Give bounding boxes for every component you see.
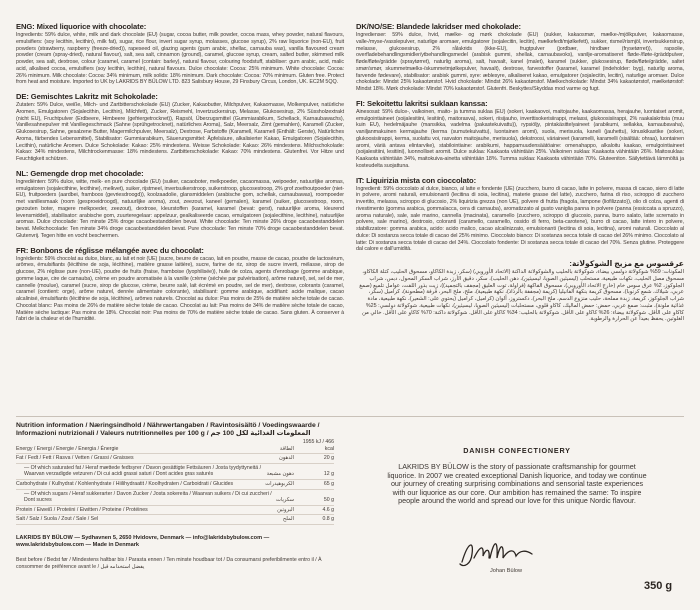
nutrition-label-arabic: البروتين <box>277 506 294 513</box>
nutrition-row <box>16 438 334 454</box>
nutrition-label: Energy / Energi / Energie / Energia / Énergie <box>16 445 119 452</box>
nutrition-row <box>16 480 334 490</box>
ingredients-right-column <box>356 22 684 329</box>
nutrition-value: 1955 kJ / 466 kcal <box>302 439 334 452</box>
nutrition-label-arabic: دهون مشبعة <box>266 471 294 478</box>
nutrition-label: — Of which sugars / Heraf sukkerarter / Davon Zucker / Josta sokereita / Waarvan suikers / Di cui zuccheri / Dont sucres <box>24 490 272 504</box>
nutrition-rows <box>16 438 334 525</box>
ingredients-heading: FR: Bonbons de réglisse mélangée avec du chocolat: <box>16 245 204 255</box>
nutrition-value: 20 g <box>323 455 334 462</box>
ingredients-heading: FI: Sekoitettu lakritsi suklaan kanssa: <box>356 98 488 108</box>
nutrition-label: Protein / Eiweiß / Proteiini / Eiwitten / Proteine / Protéines <box>16 506 148 513</box>
nutrition-label: Salt / Salz / Suola / Zout / Sale / Sel <box>16 516 99 523</box>
story-text: LAKRIDS BY BÜLOW is the story of passionate craftsmanship for gourmet liquorice. In 2007 we created exceptional Danish liquorice, and today we continue our journey of creating surprising combinations and sensorial taste experiences with our liquorice as our core. Our ambition has remained the same: To inspire people around the world and spread our love for this unique Nordic flavour. <box>387 462 647 506</box>
ingredients-heading: NL: Gemengde drop met chocolade: <box>16 168 144 178</box>
nutrition-table <box>16 422 334 570</box>
nutrition-label: Fat / Fedt / Fett / Rasva / Vetten / Grassi / Graisses <box>16 455 134 462</box>
best-before: Best before / Bedst før / Mindestens haltbar bis / Parasta ennen / Ten minste houdbaar tot / Da consumarsi preferibilmente entro il / À consommer de préférence avant le / يفضل استخدامه قبل <box>16 556 322 570</box>
ingredients-nl <box>16 169 344 240</box>
ingredients-heading: ENG: Mixed liquorice with chocolate: <box>16 22 147 31</box>
ingredients-text: Ingredienser: 59% dulce, hvid, mælke- og mørk chokolade (EU) (sukker, kakaosmør, mælke-/mjölkpulver, kakaomasse, valle-/myse-/vasslepulver, naturlige aromaer, emulgatorer (sojalecitin, lecitin), mælkefedt/mjølkefett), sukker, rismel/rismjöl, invertsukkersirup, melasse, glukosesirup, 2% rålakrids (ikke-EU), frugtpulver (jordbær, hindbær (frysetørret)), rapsolie, overfladebehandlingsmidler/ytbehandlingsmedel (arabisk gummi, shellak, carnaubavoks), vanilje-aromatiseret fløde-/fløte-/gräddpulver, fløde/fløte/grädde (spraytørret), naturlig aroma), salt, havsalt, kanel (malet), karamel (sukker, glukosesirup, fløde/fløte/grädde, saltet smør/smør, skummetmælks-/skummetmjølkepulver, havsalt), dextrose, farvestoffer (karamel, karamel (indeholder: byg), naturlig aroma, farvende fødevare), stabilisator: arabisk gummi, syre: æblesyre, alkaliseret kakao, emulgatorer (sojalecitin, lecitin), naturlige aromaer. Dulce chokolade: Mindst 25% kakaotørstof. Hvid chokolade: Mindst 26% kakaotørstof. Mælkechokolade: Mindst 34% kakaotørstof, mælketørstof: Mindst 18%. Mørk chokolade: Mindst 70% kakaotørstof. Glutenfri. Beskyttes/Skyddas mod varme og fugt. <box>356 32 684 92</box>
ingredients-left-column <box>16 22 344 329</box>
ingredients-ar <box>356 259 684 323</box>
ingredients-fi <box>356 99 684 170</box>
ingredients-heading: IT: Liquirizia mista con cioccolato: <box>356 175 477 185</box>
nutrition-row <box>16 464 334 480</box>
nutrition-value: 12 g <box>323 471 334 478</box>
ingredients-it <box>356 176 684 254</box>
net-weight: 350 g <box>644 580 673 592</box>
ingredients-text: Ingredienti: 59% cioccolato al dulce, bianco, al latte e fondente (UE) (zucchero, burro di cacao, latte in polvere, massa di cacao, siero di latte in polvere, aromi naturali, emulsionanti (lecitina di soia, lecitina), materie grasse del latte), zucchero, farina di riso, sciroppo di zucchero invertito, melassa, sciroppo di glucosio, 2% liquirizia grezza (non UE), polvere di frutta (fragola, lampone (liofilizzato)), olio di colza, agenti di rivestimento (gomma arabica, gommalacca, cera di carnauba), aromatizzato al gusto vaniglia panna in polvere (panna (essiccata a spruzzo), aroma naturale), sale, sale marino, cannella (macinata), caramello (zucchero, sciroppo di glucosio, panna, burro salato, latte scremato in polvere, sale marino), destrosio, coloranti (caramello, caramello, ossido di ferro, beta-carotene), burro di cacao, latte intero in polvere, stabilizzatore: gomma arabica, acido: acido malico, cacao alcalinizzato, emulsionanti (lecitina di soia, lecitina), aromi naturali. Cioccolato al dulce: Di sostanza secca totale di cacao del 25% minimo. Cioccolato bianco: Di sostanza secca totale di cacao del 26% minimo. Cioccolato al latte: Di sostanza secca totale di cacao del 34%. Cioccolato fondente: Di sostanza secca totale di cacao del 70%. Senza glutine. Proteggere dal calore e dall'umidità. <box>356 185 684 253</box>
ingredients-text: Ainesosat: 59% dulce-, valkoinen, maito- ja tumma suklaa (EU) (sokeri, kaakaovoi, maitojauhe, kaakaomassa, herajauhe, luontaiset aromit, emulgointiaineet (soijalesitiini, lesitiini), maitorasva), sokeri, riisijauho, inverttisokerisiirappi, melassi, glukoosisiirappi, 2% raakalakritsia (muu kuin EU), hedelmäjauhe (mansikka, vadelma (pakastekuivattu)), rypsiöljy, pintakäsittelyaineet (arabikumi, sellakka, karnaubavaha), vaniljanmakuinen kermajauhe (kerma (sumutekuivattu), luontainen aromi), suola, merisuola, kaneli (jauhettu), kinuskikastike (sokeri, glukoosisiirappi, kerma, suolattu voi, rasvaton maitojauhe, merisuola), dekstroosi, väriaineet (karamelli, karamelli (sisältää: ohraa), luontainen aromi, väriä antava elintarvike), stabilointiaine: arabikumi, happamuudensäätöaine: omenahappo, alkaloitu kaakao, emulgointiaineet (soijalesitiini, lesitiini), luonnolliset aromit. Dulce suklaa: Kaakaota vähintään 25%. Valkoinen suklaa: Kaakaota vähintään 26%. Maitosuklaa: Kaakaota vähintään 34%, maitokuiva-ainetta vähintään 18%. Tumma suklaa: Kaakaota vähintään 70%. Gluteeniton. Säilytettävä lämmöltä ja kosteudelta suojattuna. <box>356 108 684 169</box>
nutrition-label: — Of which saturated fat / Heraf mættede fedtsyrer / Davon gesättigte Fettsäuren / Josta tyydyttyneitä / Waarvan verzadigde vetzuren / Di cui acidi grassi saturi / Dont acides gras saturés <box>24 464 262 478</box>
signature-name: Johan Bülow <box>490 568 523 574</box>
nutrition-label-arabic: الطاقة <box>279 445 294 452</box>
ingredients-text: Ingrediënten: 59% dulce, witte, melk- en pure chocolade (EU) (suiker, cacaoboter, melkpoeder, cacaomassa, weipoeder, natuurlijke aromas, emulgatoren (sojalecithine, lecithine), melkvet), suiker, rijstmeel, invertsuikerstroop, suikerstroop, glucosestroop, 2% grof zoethoutpoeder (niet-EU), fruitpoeders (aardbei, framboos (gevriesdroogd)), koolzaadolie, glansmiddelen (arabische gom, schellak, carnaubawas), roompoeder met vanillesmaak (room (gesproeidroogd), natuurlijke aroma), zout, zeezout, kaneel (gemalen), karamel (suiker, glucosestroop, room, gezouten boter, magere melkpoeder, zeezout), dextrose, kleurstoffen (karamel, karamel (bevat: gerst), natuurlijke aroma, kleurend levensmiddel), stabilisator: arabische gom, zuurteregelaar: appelzuur, gealkaliseerde cacao, emulgatoren (sojalecithine, lecithine), natuurlijke aromas. Dulce chocolade: Ten minste 25% droge cacaobestanddelen bevat. White chocolade: Ten minste 26% droge cacaobestanddelen bevat. Melkchocolade: Ten minste 34% droge cacaobestanddelen bevat. Pure chocolade: Ten minste 70% droge cacaobestanddelen bevat. Glutenvrij. Tegen hitte en vocht beschermen. <box>16 178 345 239</box>
nutrition-value: 65 g <box>323 480 334 487</box>
ingredients-fr <box>16 246 344 324</box>
nutrition-label-arabic: الملح <box>282 516 294 523</box>
nutrition-row <box>16 454 334 464</box>
nutrition-value: 0.8 g <box>322 516 334 523</box>
ingredients-eng <box>16 22 344 86</box>
nutrition-title: Nutrition information / Næringsindhold / Nährwertangaben / Ravintosisältö / Voedingswaarde / Informazioni nutrizionali / Valeurs nutritionnelles per 100 g / المعلومات الغذائية لكل 100 جم <box>16 422 320 437</box>
section-divider <box>16 416 684 417</box>
ingredients-text: المكونات: 59% شوكولاتة دولسي بيضاء، شوكولاتة بالحليب والشوكولاتة الداكنة (الاتحاد الأوروبي) (سكر، زبدة الكاكاو، مسحوق الحليب، كتلة الكاكاو، مسحوق مصل الحليب، نكهات طبيعية، مستحلب (ليسيثين الصويا، ليسيثين)، دهن الحليب)، سكر، دقيق الأرز، شراب السكر المحول، دبس، شراب الجلوكوز، 2% عرق سوس خام (خارج الاتحاد الأوروبي)، مسحوق الفاكهة (فراولة، توت العليق (مجفف بالتجميد))، زيت بذور اللفت، عوامل تلميع (صمغ عربي، شيلاك، شمع كرنوبا)، مسحوق كريمة بنكهة الفانيليا (كريمة (مجففة بالرذاذ)، نكهة طبيعية)، ملح، ملح البحر، قرفة (مطحونة)، كراميل (سكر، شراب الجلوكوز، كريمة، زبدة مملحة، حليب منزوع الدسم، ملح البحر)، دكستروز، ألوان (كراميل، كراميل (يحتوي على: الشعير)، نكهة طبيعية، مادة غذائية ملونة)، مثبت: صمغ عربي، حمض: حمض الماليك، كاكاو قلوي، مستحلبات (ليسيثين الصويا، ليسيثين)، نكهات طبيعية. شوكولاتة دولسي: 25% كاكاو على الأقل. شوكولاتة بيضاء: 26% كاكاو على الأقل. شوكولاتة بالحليب: 34% كاكاو على الأقل. شوكولاتة داكنة: 70% كاكاو على الأقل. خالي من الغلوتين. يحفظ بعيدا عن الحرارة والرطوبة. <box>359 269 684 323</box>
nutrition-label-arabic: سكريات <box>276 497 294 504</box>
nutrition-row <box>16 506 334 516</box>
story-title: DANISH CONFECTIONERY <box>463 446 571 455</box>
nutrition-label-arabic: الدهون <box>279 455 294 462</box>
manufacturer-info: LAKRIDS BY BÜLOW — Sydhavnen 5, 2650 Hvidovre, Denmark — info@lakridsbybulow.com — www.lakridsbybulow.com — Made in Denmark <box>16 534 270 548</box>
ingredients-de <box>16 92 344 163</box>
brand-story <box>384 446 650 506</box>
ingredients-heading: عرقسوس مع مزيج الشوكولاتة: <box>569 259 684 268</box>
nutrition-value: 50 g <box>323 497 334 504</box>
ingredients-heading: DE: Gemischtes Lakritz mit Schokolade: <box>16 92 158 101</box>
ingredients-dk-no-se <box>356 22 684 93</box>
ingredients-text: Ingrédients: 59% chocolat au dulce, blanc, au lait et noir (UE) (sucre, beurre de cacao, lait en poudre, masse de cacao, poudre de lactosérum, arômes, émulsifiants (lécithine de soja, lécithine), matière grasse laitière), sucre, farine de riz, sirop de sucre inverti, mélasse, sirop de glucose, 2% réglisse pure (non-UE), poudre de fruits (fraise, framboise (lyophilisée)), huile de colza, agents d'enrobage (gomme arabique, gomme laque, cire de carnauba), crème en poudre aromatisée à la vanille (crème (séchée par pulvérisation), arôme naturel), sel, sel de mer, cannelle (moulue), caramel (sucre, sirop de glucose, crème, beurre salé, lait écrémé en poudre, sel de mer), dextrose, colorants (caramel, caramel (contient: orge), arôme naturel, denrée alimentaire colorante), stabilisant: gomme arabique, acidifiant: acide malique, cacao alcalinisé, émulsifiants (lécithine de soja, lécithine), arômes naturels. Chocolat au dulce: Pas moins de 25% de matière sèche totale de cacao. Chocolat blanc: Pas moins de 26% de matière sèche totale de cacao. Chocolat au lait: Pas moins de 34% de matière sèche totale de cacao, Matière sèche lactique: Pas moins de 18%. Chocolat noir: Pas moins de 70% de matière sèche totale de cacao. Sans gluten. À conserver à l'abri de la chaleur et de l'humidité. <box>16 255 344 323</box>
nutrition-row <box>16 515 334 525</box>
nutrition-row <box>16 490 334 506</box>
signature-icon <box>456 536 536 570</box>
ingredients-heading: DK/NO/SE: Blandede lakridser med chokolade: <box>356 22 521 31</box>
nutrition-value: 4.6 g <box>322 506 334 513</box>
nutrition-label-arabic: الكربوهيدرات <box>265 480 294 487</box>
ingredients-text: Ingredients: 59% dulce, white, milk and dark chocolate (EU) (sugar, cocoa butter, milk powder, cocoa mass, whey powder, natural flavours, emulsifiers: (soy lecithin, lecithin), milk fat), sugar, rice flour, invert sugar syrup, molasses, glucose syrup), 2% raw liquorice (non-EU), fruit powders (strawberry, raspberry (freeze-dried)), rapeseed oil, glazing agents (gum arabic, shellac, carnauba wax), vanilla flavoured cream powder (cream (spray-dried), natural flavour), salt, sea salt, cinnamon (ground), caramel, glucose syrup, cream, salted butter, skimmed milk powder, sea salt, dextrose, colour (caramel, caramel (contain: barley), natural flavour, colouring foodstuff, stabiliser: gum arabic, acid, malic acid, alkalised cocoa, emulsifiers (soy lecithin, lecithin), natural flavours. Dulce chocolate: Cocoa: 25% minimum. White chocolate: Cocoa: 26% minimum. Milk chocolate: Cocoa: 34% minimum, milk solids: 18% minimum. Dark chocolate: Cocoa: 70% minimum. Gluten free. Protect from heat and moisture. Imported to UK by LAKRIDS BY BÜLOW LTD. 823 Salisbury House, 29 Finsbury Circus, London, UK. EC2M 5QQ. <box>16 32 344 86</box>
nutrition-label: Carbohydrate / Kulhydrat / Kohlenhydrate / Hiilihydraatit / Koolhydraten / Carboidrati / Glucides <box>16 480 234 487</box>
ingredients-text: Zutaten: 59% Dulce, weiße, Milch- und Zartbitterschokolade (EU) (Zucker, Kakaobutter, Milchpulver, Kakaomasse, Molkenpulver, natürliche Aromen, Emulgatoren (Sojalecithin, Lecithin), Milchfett), Zucker, Reismehl, Invertzuckersirup, Melasse, Glukosesirup, 2% Süssholzextrakt (nicht EU), Fruchtpulver (Erdbeere, Himbeere (gefriergetrocknet)), Rapsöl, Überzugsmittel (Gummiarabikum, Schellack, Karnaubawachs), Vanillesahnepulver mit Vanillegeschmack (Sahne (sprühgetrocknet), natürliches Aroma), Salz, Meersalz, Zimt (gemahlen), Karamell (Zucker, Glukosesirup, Sahne, gesalzene Butter, Magermilchpulver, Meersalz), Dextrose, Farbstoffe (Karamell, Karamell (Enthält: Gerste), Natürliches Aroma, färbendes Lebensmittel), Stabilisator: Gummiarabikum, Säuerungsmittel: Äpfelsäure, alkalisierter Kakao, Emulgatoren (Sojalecithin, Lecithin), natürliche Aromen. Dulce Schokolade: Kakao: 25% mindestens. Weisse Schokolade: Kakao: 26% mindestens. Milchschokolade: Kakao: 34% mindestens, Milchtrockenmasse: 18% mindestens. Zartbitterschokolade: Kakao: 70% mindestens. Glutenfrei. Vor Hitze und Feuchtigkeit schützen. <box>16 102 344 162</box>
